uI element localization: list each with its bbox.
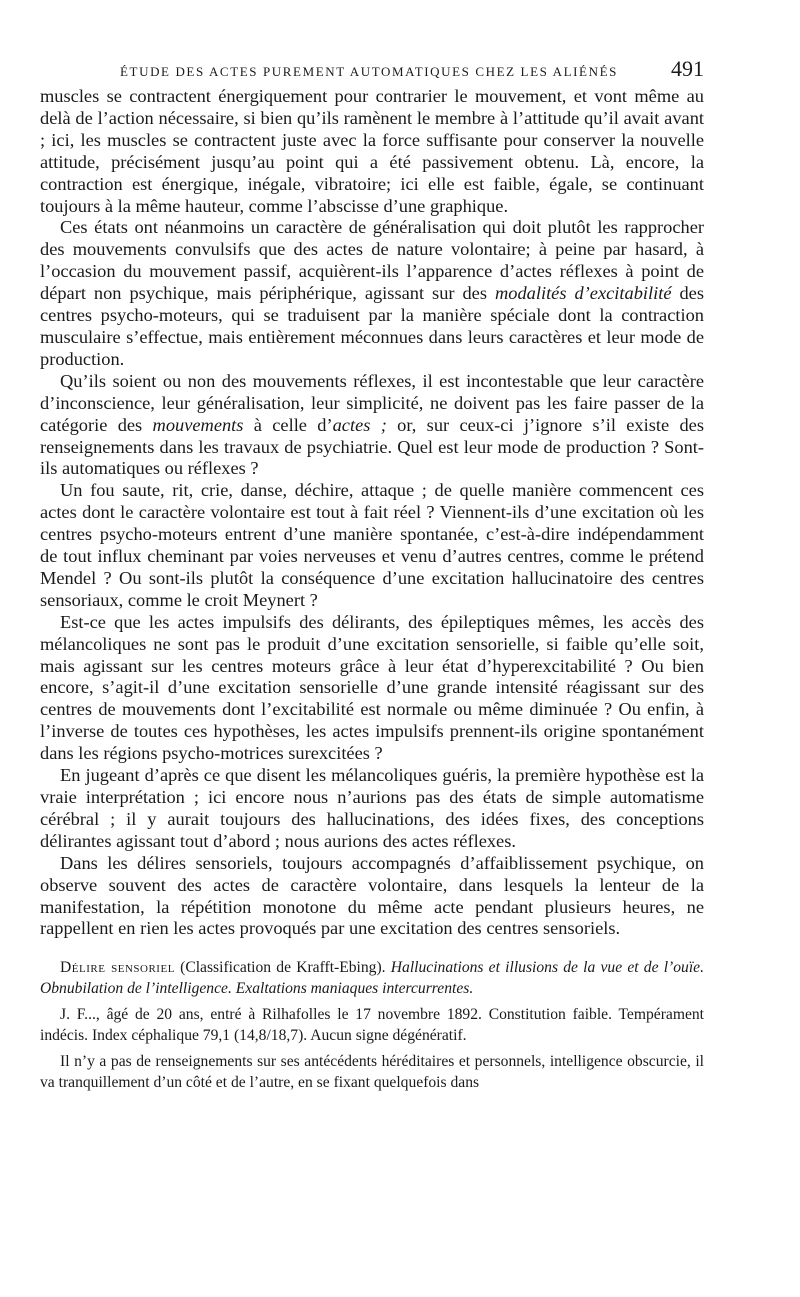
- paragraph-3-emphasis-1: mouvements: [152, 414, 244, 435]
- paragraph-3-emphasis-2: actes ;: [332, 414, 387, 435]
- paragraph-3: [40, 371, 704, 481]
- paragraph-7: Dans les délires sensoriels, toujours accompagnés d’affaiblissement psychique, on observe souvent des actes de caractère volontaire, dans lesquels la lenteur de la manifestation, la répétition monotone du même acte pendant plusieurs heures, ne rappellent en rien les actes provoqués par une excitation des centres sensoriels.: [40, 852, 704, 939]
- paragraph-2-emphasis: modalités d’excitabilité: [494, 283, 672, 304]
- main-text: [40, 86, 704, 940]
- running-header: [40, 52, 704, 86]
- paragraph-3-part-c: or, sur ceux-ci j’ignore s’il existe des renseignements dans les travaux de psychiatrie. Quel est leur mode de production ? Sont-ils automatiques ou réflexes ?: [40, 414, 704, 479]
- paragraph-2-part-b: des centres psycho-moteurs, qui se traduisent par la manière spéciale dont la contraction musculaire s’effectue, mais entièrement méconnues dans leurs caractères et leur mode de production.: [40, 283, 704, 369]
- case-heading-classification: (Classification de Krafft-Ebing).: [174, 959, 391, 977]
- paragraph-2-part-a: Ces états ont néanmoins un caractère de généralisation qui doit plutôt les rapprocher des mouvements convulsifs que des actes de nature volontaire; à peine par hasard, à l’occasion du mouvement passif, acquièrent-ils l’apparence d’actes réflexes à point de départ non psychique, mais périphérique, agissant sur des: [40, 217, 704, 304]
- paragraph-6: En jugeant d’après ce que disent les mélancoliques guéris, la première hypothèse est la vraie interprétation ; ici encore nous n’aurions pas des états de simple automatisme cérébral ; il y aurait toujours des hallucinations, des idées fixes, des conceptions délirantes agissant tout d’abord ; nous aurions des actes réflexes.: [40, 765, 704, 851]
- case-paragraph-2: Il n’y a pas de renseignements sur ses antécédents héréditaires et personnels, intelligence obscurcie, il va tranquillement d’un côté et de l’autre, en se fixant quelquefois dans: [40, 1053, 704, 1091]
- paragraph-1: muscles se contractent énergiquement pour contrarier le mouvement, et vont même au delà de l’action nécessaire, si bien qu’ils ramènent le membre à l’attitude qu’il avait avant ; ici, les muscles se contractent juste avec la force suffisante pour conserver la nouvelle attitude, précisément jusqu’au point qui a été passivement obtenu. Là, encore, la contraction est énergique, inégale, vibratoire; ici elle est faible, égale, se continuant toujours à la même hauteur, comme l’abscisse d’une graphique.: [40, 86, 704, 216]
- paragraph-3-part-b: à celle d’: [243, 414, 333, 435]
- page-number: 491: [671, 56, 704, 81]
- case-heading-title: Délire sensoriel: [60, 959, 175, 977]
- running-title: ÉTUDE DES ACTES PUREMENT AUTOMATIQUES CHEZ LES ALIÉNÉS: [120, 64, 618, 79]
- paragraph-4: Un fou saute, rit, crie, danse, déchire, attaque ; de quelle manière commencent ces actes dont le caractère volontaire est tout à fait réel ? Viennent-ils d’une excitation où les centres psycho-moteurs entrent d’une manière spontanée, c’est-à-dire indépendamment de tout influx cheminant par voies nerveuses et venu d’autres centres, comme le prétend Mendel ? Ou sont-ils plutôt la conséquence d’une excitation hallucinatoire des centres sensoriaux, comme le croit Meynert ?: [40, 480, 704, 610]
- paragraph-2: [40, 217, 704, 370]
- case-report: [40, 958, 704, 1093]
- paragraph-3-part-a: Qu’ils soient ou non des mouvements réflexes, il est incontestable que leur caractère d’inconscience, leur généralisation, leur simplicité, ne doivent pas les faire passer de la catégorie des: [40, 370, 704, 435]
- case-paragraph-1: J. F..., âgé de 20 ans, entré à Rilhafolles le 17 novembre 1892. Constitution faible. Tempérament indécis. Index céphalique 79,1 (14,8/18,7). Aucun signe dégénératif.: [40, 1006, 704, 1044]
- case-heading: [40, 958, 704, 999]
- paragraph-5: Est-ce que les actes impulsifs des délirants, des épileptiques mêmes, les accès des mélancoliques ne sont pas le produit d’une excitation sensorielle, si faible qu’elle soit, mais agissant sur les centres moteurs grâce à leur état d’hyperexcitabilité ? Ou bien encore, s’agit-il d’une excitation sensorielle d’une grande intensité réagissant sur des centres de mouvements dont l’excitabilité est normale ou même diminuée ? Ou enfin, à l’inverse de toutes ces hypothèses, les actes impulsifs prennent-ils origine spontanément dans les régions psycho-motrices surexcitées ?: [40, 611, 704, 764]
- case-heading-diagnosis: Hallucinations et illusions de la vue et de l’ouïe. Obnubilation de l’intelligence. Exaltations maniaques intercurrentes.: [40, 959, 704, 997]
